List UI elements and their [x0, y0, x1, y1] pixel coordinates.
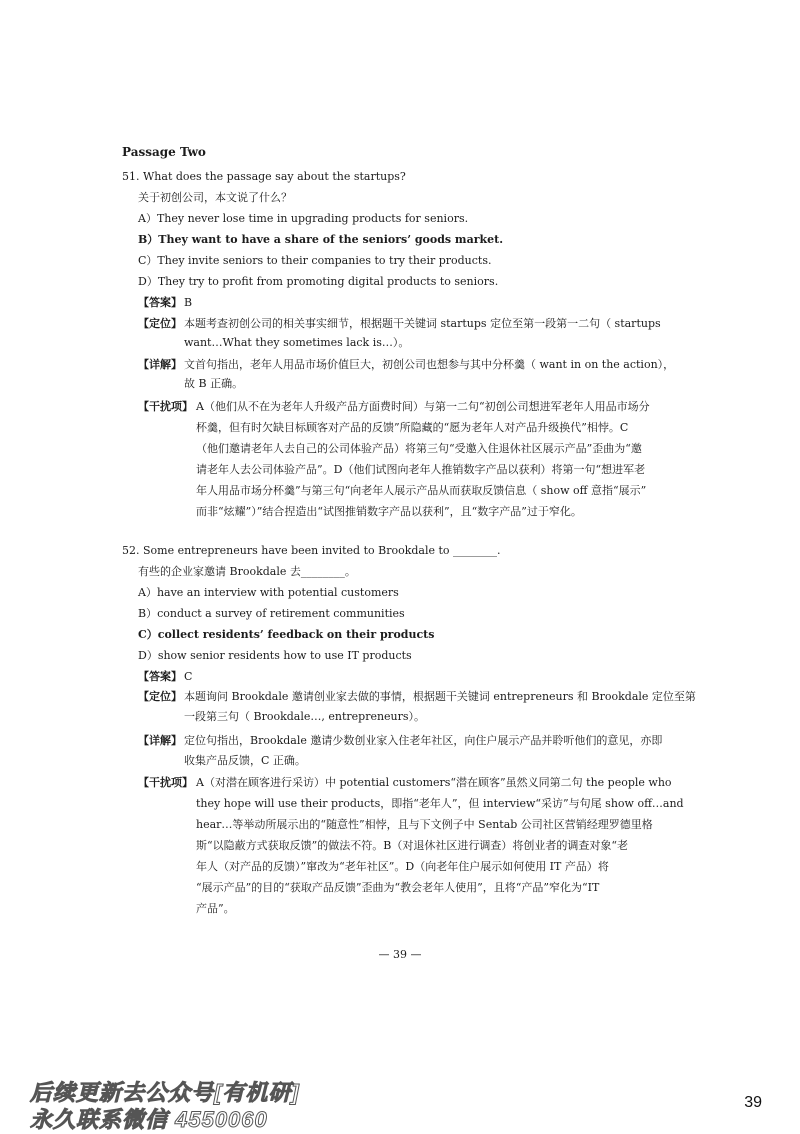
q51-distractor-line: 请老年人去公司体验产品”。D（他们试图向老年人推销数字产品以获利）将第一句“想进军老	[196, 463, 646, 476]
q51-option-c: C）They invite seniors to their companies to try their products.	[138, 254, 492, 267]
q52-locate-line-2: 一段第三句（ Brookdale…, entrepreneurs）。	[184, 710, 426, 723]
question-51-translation: 关于初创公司，本文说了什么？	[138, 191, 292, 204]
q52-distractor-line: “展示产品”的目的“获取产品反馈”歪曲为“教会老年人使用”，且将“产品”窄化为“IT	[196, 881, 600, 894]
q52-detail-tag: 【详解】	[138, 734, 182, 747]
q52-distractor-line: they hope will use their products，即指“老年人”，但 interview“采访”与句尾 show off…and	[196, 797, 684, 810]
q51-option-b: B）They want to have a share of the seniors’ goods market.	[138, 233, 504, 246]
watermark-line-2: 永久联系微信 4550060	[30, 1107, 268, 1132]
q52-distractor-analysis	[196, 772, 684, 919]
question-51: 51. What does the passage say about the startups?	[122, 170, 406, 183]
q52-option-b: B）conduct a survey of retirement communities	[138, 607, 405, 620]
q52-distractor-line: A（对潜在顾客进行采访）中 potential customers“潜在顾客”虽然义同第二句 the people who	[196, 776, 672, 789]
q51-answer-tag: 【答案】	[138, 296, 182, 309]
q51-distractor-line: A（他们从不在为老年人升级产品方面费时间）与第一二句“初创公司想进军老年人用品市场分	[196, 400, 650, 413]
q51-distractor-line: 年人用品市场分杯羹”与第三句“向老年人展示产品从而获取反馈信息（ show off 意指“展示”	[196, 484, 647, 497]
page-number-corner: 39	[744, 1094, 762, 1111]
watermark-line-1: 后续更新去公众号[有机研]	[30, 1080, 300, 1105]
q51-detail-tag: 【详解】	[138, 358, 182, 371]
q51-locate-line-2: want…What they sometimes lack is…）。	[184, 336, 410, 349]
q52-answer: C	[184, 670, 193, 683]
passage-title: Passage Two	[122, 145, 206, 159]
q51-distractor-analysis	[196, 396, 650, 522]
question-52: 52. Some entrepreneurs have been invited to Brookdale to ________.	[122, 544, 501, 557]
q52-distractor-line: 年人（对产品的反馈）”窜改为“老年社区”。D（向老年住户展示如何使用 IT 产品）将	[196, 860, 609, 873]
q52-option-d: D）show senior residents how to use IT products	[138, 649, 412, 662]
q52-detail-line-2: 收集产品反馈，C 正确。	[184, 754, 306, 767]
q52-distractor-line: 产品”。	[196, 902, 235, 915]
q51-distractor-tag: 【干扰项】	[138, 400, 193, 413]
q52-detail-line-1: 定位句指出，Brookdale 邀请少数创业家入住老年社区，向住户展示产品并聆听他们的意见，亦即	[184, 734, 663, 747]
q51-answer: B	[184, 296, 193, 309]
question-52-translation: 有些的企业家邀请 Brookdale 去________。	[138, 565, 356, 578]
q52-locate-tag: 【定位】	[138, 690, 182, 703]
page-number-center: — 39 —	[378, 948, 422, 961]
q51-option-d: D）They try to profit from promoting digital products to seniors.	[138, 275, 499, 288]
q51-locate-tag: 【定位】	[138, 317, 182, 330]
q51-distractor-line: （他们邀请老年人去自己的公司体验产品）将第三句“受邀入住退休社区展示产品”歪曲为“邀	[196, 442, 642, 455]
q52-answer-tag: 【答案】	[138, 670, 182, 683]
q52-distractor-tag: 【干扰项】	[138, 776, 193, 789]
q51-distractor-line: 而非“炫耀”）”结合捏造出“试图推销数字产品以获利”，且“数字产品”过于窄化。	[196, 505, 582, 518]
q51-detail-line-2: 故 B 正确。	[184, 377, 244, 390]
q51-distractor-line: 杯羹，但有时欠缺目标顾客对产品的反馈”所隐藏的“愿为老年人对产品升级换代”相悖。C	[196, 421, 629, 434]
q51-option-a: A）They never lose time in upgrading products for seniors.	[138, 212, 469, 225]
q51-detail-line-1: 文首句指出，老年人用品市场价值巨大，初创公司也想参与其中分杯羹（ want in on the action），	[184, 358, 675, 371]
q52-option-a: A）have an interview with potential customers	[138, 586, 399, 599]
q51-locate-line-1: 本题考查初创公司的相关事实细节，根据题干关键词 startups 定位至第一段第一二句（ startups	[184, 317, 661, 330]
q52-distractor-line: 斯“以隐蔽方式获取反馈”的做法不符。B（对退休社区进行调查）将创业者的调查对象“老	[196, 839, 628, 852]
q52-locate-line-1: 本题询问 Brookdale 邀请创业家去做的事情，根据题干关键词 entrepreneurs 和 Brookdale 定位至第	[184, 690, 696, 703]
q52-option-c: C）collect residents’ feedback on their products	[138, 628, 435, 641]
q52-distractor-line: hear…等举动所展示出的“随意性”相悖，且与下文例子中 Sentab 公司社区营销经理罗德里格	[196, 818, 653, 831]
